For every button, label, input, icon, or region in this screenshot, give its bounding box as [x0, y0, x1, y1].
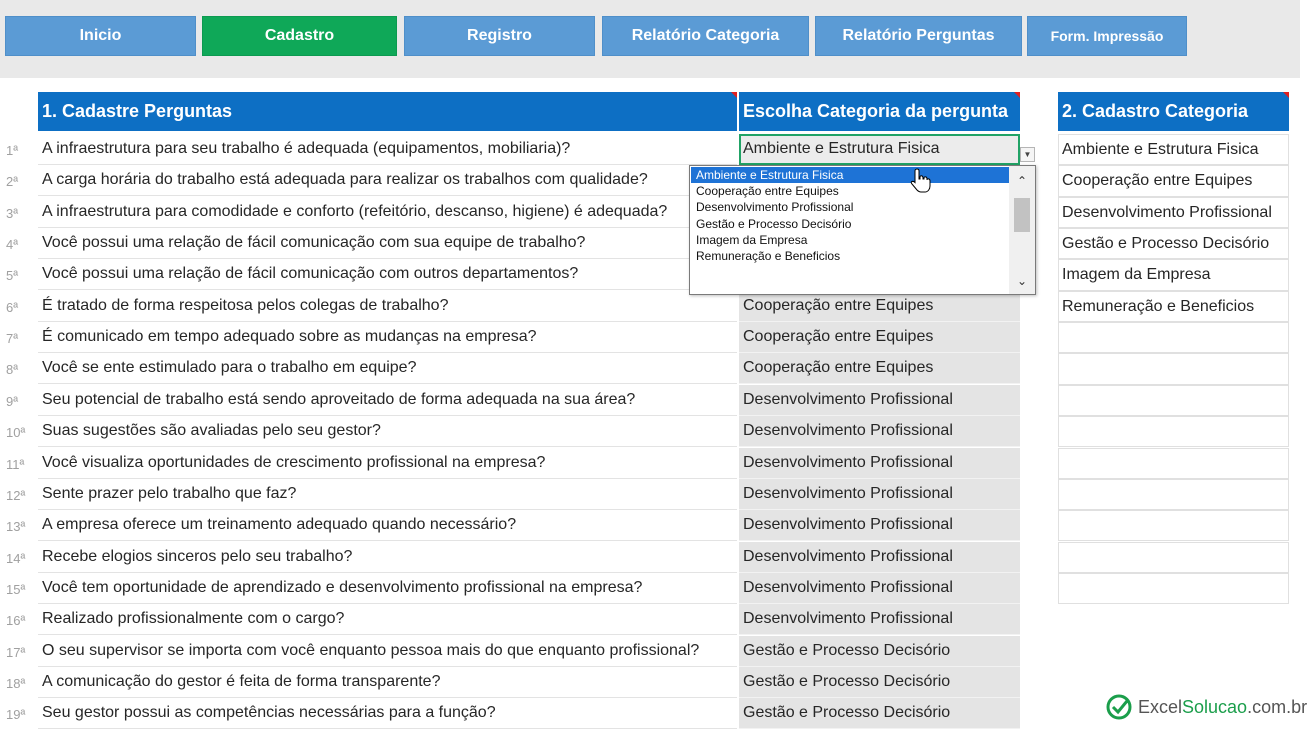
categories-header-label: 2. Cadastro Categoria: [1062, 101, 1249, 121]
category-cell[interactable]: Desenvolvimento Profissional: [739, 479, 1020, 510]
dropdown-option[interactable]: Imagem da Empresa: [696, 232, 808, 247]
category-cell[interactable]: Cooperação entre Equipes: [739, 353, 1020, 384]
categories-header: [1058, 92, 1289, 131]
table-row: [0, 291, 1022, 322]
row-number: 14ª: [6, 550, 26, 566]
question-cell[interactable]: Você visualiza oportunidades de crescimento profissional na empresa?: [38, 448, 737, 479]
row-number: 18ª: [6, 675, 26, 691]
question-cell[interactable]: Recebe elogios sinceros pelo seu trabalho?: [38, 542, 737, 573]
question-cell[interactable]: Sente prazer pelo trabalho que faz?: [38, 479, 737, 510]
category-list-cell[interactable]: [1058, 542, 1289, 573]
table-row: [0, 542, 1022, 573]
category-list-cell[interactable]: Remuneração e Beneficios: [1058, 291, 1289, 322]
question-cell[interactable]: Seu potencial de trabalho está sendo aproveitado de forma adequada na sua área?: [38, 385, 737, 416]
row-number: 6ª: [6, 299, 19, 315]
row-number: 11ª: [6, 456, 25, 472]
row-number: 3ª: [6, 205, 19, 221]
row-number: 15ª: [6, 581, 26, 597]
row-number: 12ª: [6, 487, 26, 503]
row-number: 4ª: [6, 237, 19, 253]
dropdown-option[interactable]: Ambiente e Estrutura Fisica: [691, 167, 1009, 183]
table-row: [0, 698, 1022, 729]
question-cell[interactable]: A infraestrutura para seu trabalho é adequada (equipamentos, mobiliaria)?: [38, 134, 737, 165]
dropdown-option[interactable]: Gestão e Processo Decisório: [696, 216, 852, 231]
question-cell[interactable]: O seu supervisor se importa com você enquanto pessoa mais do que enquanto profissional?: [38, 636, 737, 667]
table-row: [0, 385, 1022, 416]
scroll-thumb[interactable]: [1014, 198, 1030, 232]
category-cell[interactable]: Desenvolvimento Profissional: [739, 604, 1020, 635]
questions-header: [38, 92, 737, 131]
category-list-cell[interactable]: Gestão e Processo Decisório: [1058, 228, 1289, 259]
nav-form-impressao-button[interactable]: Form. Impressão: [1027, 16, 1187, 56]
nav-cadastro-button[interactable]: Cadastro: [202, 16, 397, 56]
category-list-cell[interactable]: [1058, 479, 1289, 510]
top-navigation-bar: [0, 0, 1300, 78]
check-circle-icon: [1106, 694, 1132, 720]
question-cell[interactable]: A carga horária do trabalho está adequada para realizar os trabalhos com qualidade?: [38, 165, 737, 196]
question-cell[interactable]: Seu gestor possui as competências necessárias para a função?: [38, 698, 737, 729]
category-cell[interactable]: Desenvolvimento Profissional: [739, 542, 1020, 573]
row-number: 17ª: [6, 644, 26, 660]
nav-registro-button[interactable]: Registro: [404, 16, 595, 56]
table-row: [0, 134, 1022, 165]
table-row: [0, 604, 1022, 635]
question-cell[interactable]: A infraestrutura para comodidade e conforto (refeitório, descanso, higiene) é adequada?: [38, 197, 737, 228]
dropdown-option[interactable]: Cooperação entre Equipes: [696, 184, 839, 199]
question-cell[interactable]: Realizado profissionalmente com o cargo?: [38, 604, 737, 635]
dropdown-scrollbar[interactable]: [1009, 166, 1035, 294]
category-list-cell[interactable]: Desenvolvimento Profissional: [1058, 197, 1289, 228]
category-cell[interactable]: Desenvolvimento Profissional: [739, 416, 1020, 447]
row-number: 5ª: [6, 268, 19, 284]
table-row: [0, 667, 1022, 698]
category-list-cell[interactable]: [1058, 385, 1289, 416]
question-cell[interactable]: Você tem oportunidade de aprendizado e desenvolvimento profissional na empresa?: [38, 573, 737, 604]
table-row: [0, 353, 1022, 384]
category-list-cell[interactable]: Cooperação entre Equipes: [1058, 165, 1289, 196]
category-cell[interactable]: Gestão e Processo Decisório: [739, 636, 1020, 667]
row-number: 2ª: [6, 174, 19, 190]
logo-text: ExcelSolucao.com.br: [1138, 696, 1307, 717]
choose-category-header: [739, 92, 1020, 131]
category-cell[interactable]: Cooperação entre Equipes: [739, 291, 1020, 322]
question-cell[interactable]: É comunicado em tempo adequado sobre as mudanças na empresa?: [38, 322, 737, 353]
questions-header-label: 1. Cadastre Perguntas: [42, 101, 233, 121]
category-cell[interactable]: Gestão e Processo Decisório: [739, 667, 1020, 698]
category-list-cell[interactable]: [1058, 322, 1289, 353]
table-row: [0, 510, 1022, 541]
question-cell[interactable]: Você se ente estimulado para o trabalho em equipe?: [38, 353, 737, 384]
category-dropdown-list[interactable]: [689, 165, 1036, 295]
category-cell[interactable]: Gestão e Processo Decisório: [739, 698, 1020, 729]
category-list-cell[interactable]: [1058, 416, 1289, 447]
category-cell[interactable]: Desenvolvimento Profissional: [739, 510, 1020, 541]
category-list-cell[interactable]: [1058, 573, 1289, 604]
category-list-cell[interactable]: [1058, 353, 1289, 384]
row-number: 1ª: [6, 143, 19, 158]
nav-relatorio-categoria-button[interactable]: Relatório Categoria: [602, 16, 809, 56]
table-row: [0, 448, 1022, 479]
category-cell[interactable]: Desenvolvimento Profissional: [739, 385, 1020, 416]
category-list-cell[interactable]: Imagem da Empresa: [1058, 259, 1289, 290]
row-number: 8ª: [6, 362, 19, 378]
table-row: [0, 479, 1022, 510]
dropdown-option[interactable]: Desenvolvimento Profissional: [696, 200, 854, 215]
comment-indicator: [731, 92, 737, 98]
nav-relatorio-perguntas-button[interactable]: Relatório Perguntas: [815, 16, 1022, 56]
category-cell[interactable]: Ambiente e Estrutura Fisica: [739, 134, 1020, 165]
comment-indicator: [1283, 92, 1289, 98]
row-number: 13ª: [6, 519, 26, 535]
question-cell[interactable]: É tratado de forma respeitosa pelos colegas de trabalho?: [38, 291, 737, 322]
dropdown-option[interactable]: Remuneração e Beneficios: [696, 249, 841, 263]
excelsolucao-logo: [1106, 694, 1307, 720]
category-list-cell[interactable]: [1058, 448, 1289, 479]
table-row: [0, 636, 1022, 667]
question-cell[interactable]: Você possui uma relação de fácil comunicação com sua equipe de trabalho?: [38, 228, 737, 259]
comment-indicator: [1014, 92, 1020, 98]
row-number: 9ª: [6, 393, 19, 409]
category-list-cell[interactable]: [1058, 510, 1289, 541]
table-row: [0, 322, 1022, 353]
row-number: 10ª: [6, 425, 26, 441]
question-cell[interactable]: Você possui uma relação de fácil comunicação com outros departamentos?: [38, 259, 737, 290]
question-cell[interactable]: Suas sugestões são avaliadas pelo seu gestor?: [38, 416, 737, 447]
question-cell[interactable]: A comunicação do gestor é feita de forma transparente?: [38, 667, 737, 698]
category-cell[interactable]: Cooperação entre Equipes: [739, 322, 1020, 353]
scroll-up-icon[interactable]: ⌃: [1016, 174, 1028, 188]
table-row: [0, 573, 1022, 604]
question-cell[interactable]: A empresa oferece um treinamento adequado quando necessário?: [38, 510, 737, 541]
row-number: 19ª: [6, 707, 26, 723]
row-number: 7ª: [6, 331, 19, 347]
nav-inicio-button[interactable]: Inicio: [5, 16, 196, 56]
category-cell[interactable]: Desenvolvimento Profissional: [739, 448, 1020, 479]
category-list-cell[interactable]: Ambiente e Estrutura Fisica: [1058, 134, 1289, 165]
table-row: [0, 416, 1022, 447]
row-number: 16ª: [6, 613, 26, 629]
hand-pointer-icon: [910, 168, 932, 194]
dropdown-arrow-icon[interactable]: ▼: [1020, 147, 1035, 162]
scroll-down-icon[interactable]: ⌄: [1016, 274, 1028, 288]
choose-category-header-label: Escolha Categoria da pergunta: [743, 101, 1009, 121]
category-cell[interactable]: Desenvolvimento Profissional: [739, 573, 1020, 604]
